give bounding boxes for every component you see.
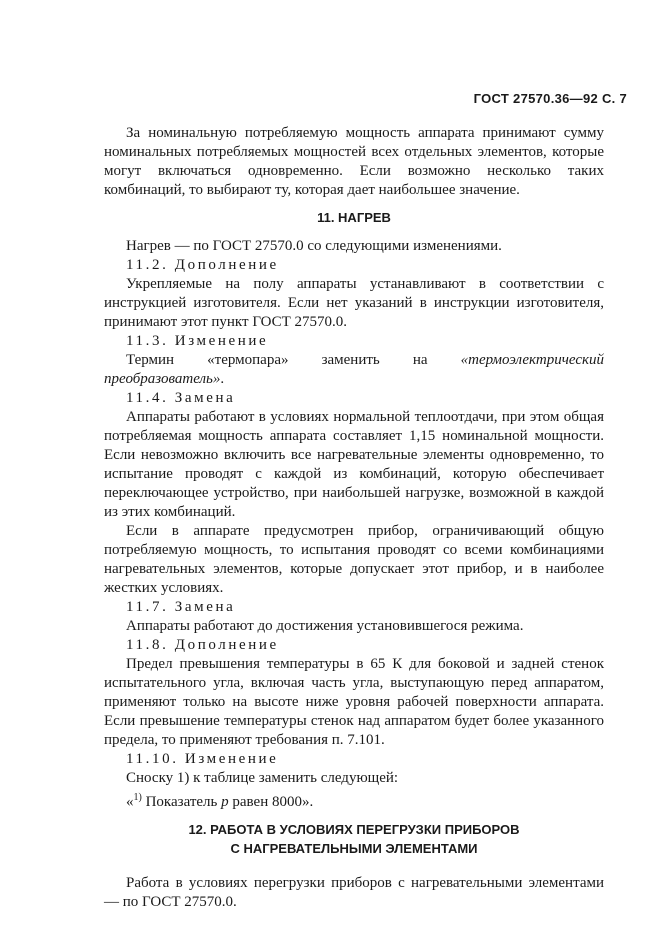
footnote-variable: р xyxy=(221,794,229,810)
section-12-title-line-2: С НАГРЕВАТЕЛЬНЫМИ ЭЛЕМЕНТАМИ xyxy=(230,841,478,856)
clause-11-4-heading: 11.4. Замена xyxy=(126,390,236,406)
clause-11-2-heading: 11.2. Дополнение xyxy=(126,257,279,273)
clause-11-7-heading: 11.7. Замена xyxy=(126,599,236,615)
clause-11-8-text: Предел превышения температуры в 65 К для боковой и задней стенок испытательного угла, включая часть угла, выступающую перед аппаратом, применяют только на высоте ниже уровня рабочей поверхности аппарата. Если превышение температуры стенок над аппаратом будет более указанного предела, то применяют требования п. 7.101. xyxy=(104,656,604,748)
clause-11-4-text-2: Если в аппарате предусмотрен прибор, ограничивающий общую потребляемую мощность, то испытания проводят со всеми комбинациями нагревательных элементов, которые допускает этот прибор, и в наиболее жестких условиях. xyxy=(104,523,604,596)
clause-11-3-text-suffix: . xyxy=(220,371,225,387)
clause-11-10-line-1: Сноску 1) к таблице заменить следующей: xyxy=(126,770,399,786)
section-11-lead: Нагрев — по ГОСТ 27570.0 со следующими изменениями. xyxy=(126,238,502,254)
section-11-title: 11. НАГРЕВ xyxy=(317,210,391,225)
footnote-marker: 1) xyxy=(133,792,142,803)
clause-11-10-line-2 xyxy=(104,788,604,812)
document-body xyxy=(104,124,604,912)
clause-11-3-heading: 11.3. Изменение xyxy=(126,333,269,349)
clause-11-8-heading: 11.8. Дополнение xyxy=(126,637,279,653)
intro-paragraph: За номинальную потребляемую мощность аппарата принимают сумму номинальных потребляемых мощностей всех отдельных элементов, которые могут включаться одновременно. Если возможно несколько таких комбинаций, то выбирают ту, которая дает наибольшее значение. xyxy=(104,125,604,198)
page-header: ГОСТ 27570.36—92 С. 7 xyxy=(473,91,627,106)
footnote-suffix: равен 8000». xyxy=(228,794,314,810)
footnote-open-quote: « xyxy=(126,794,134,810)
section-12-title xyxy=(104,820,604,858)
section-12-text: Работа в условиях перегрузки приборов с нагревательными элементами — по ГОСТ 27570.0. xyxy=(104,875,604,910)
clause-11-7-text: Аппараты работают до достижения установившегося режима. xyxy=(126,618,524,634)
clause-11-10-heading: 11.10. Изменение xyxy=(126,751,279,767)
footnote-text: Показатель xyxy=(141,794,222,810)
clause-11-3-italic-term: «термоэлектрический преобразователь» xyxy=(104,352,604,387)
clause-11-2-text: Укрепляемые на полу аппараты устанавливают в соответствии с инструкцией изготовителя. Если нет указаний в инструкции изготовителя, принимают этот пункт ГОСТ 27570.0. xyxy=(104,276,604,330)
clause-11-3-text xyxy=(104,351,604,389)
section-12-title-line-1: 12. РАБОТА В УСЛОВИЯХ ПЕРЕГРУЗКИ ПРИБОРОВ xyxy=(188,822,520,837)
clause-11-3-text-prefix: Термин «термопара» заменить на xyxy=(126,352,461,368)
clause-11-4-text-1: Аппараты работают в условиях нормальной теплоотдачи, при этом общая потребляемая мощность аппарата составляет 1,15 номинальной мощности. Если невозможно включить все нагревательные элементы одновременно, то испытание проводят с каждой из комбинаций, которую обеспечивает переключающее устройство, при наибольшей нагрузке, возможной в каждой из этих комбинаций. xyxy=(104,409,604,520)
